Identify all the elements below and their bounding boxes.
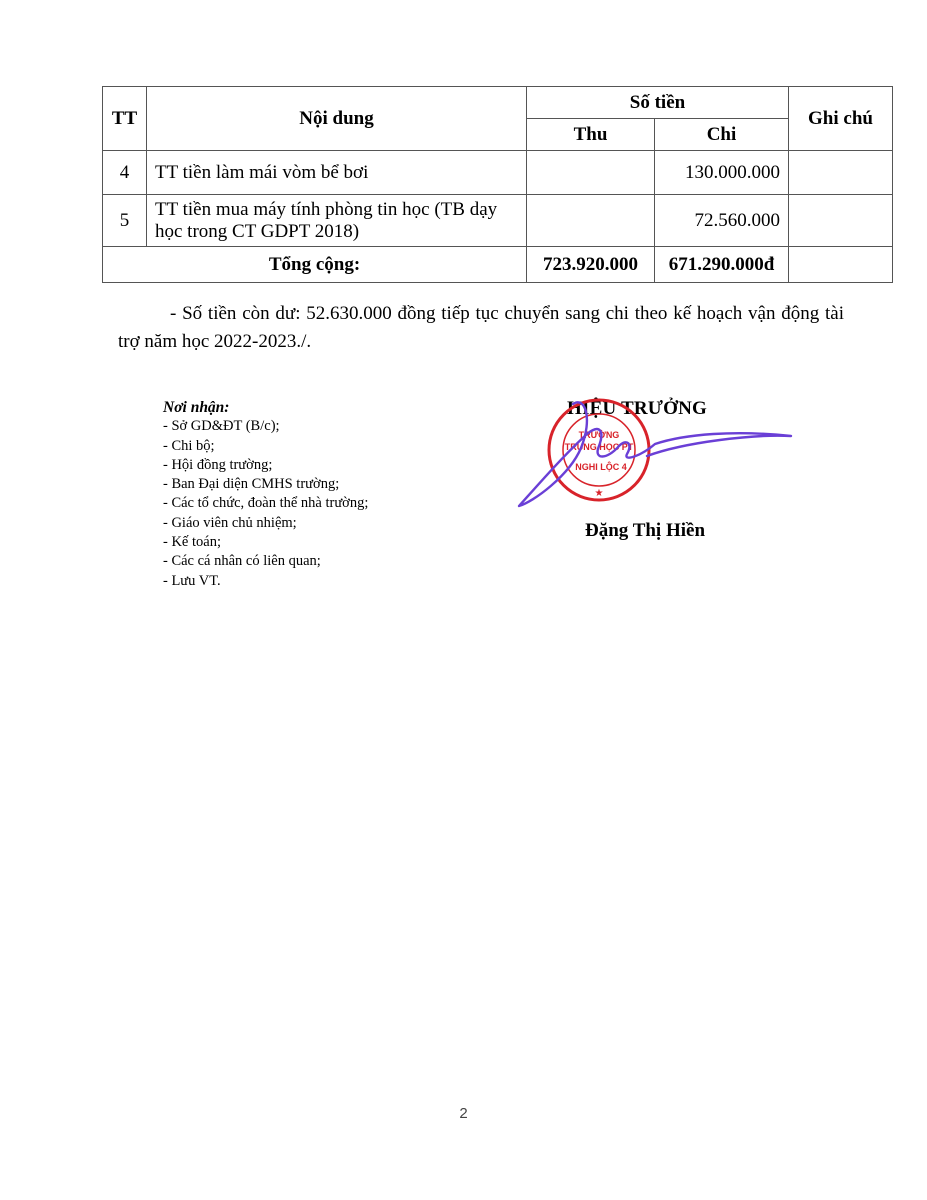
list-item: - Kế toán; bbox=[163, 534, 221, 551]
list-item: - Các tổ chức, đoàn thể nhà trường; bbox=[163, 495, 369, 512]
total-income: 723.920.000 bbox=[527, 247, 655, 283]
list-item: - Lưu VT. bbox=[163, 572, 221, 589]
signer-name: Đặng Thị Hiền bbox=[585, 520, 706, 541]
row-tt: 5 bbox=[103, 195, 147, 247]
table-row bbox=[103, 195, 893, 247]
signer-title: HIỆU TRƯỞNG bbox=[567, 398, 707, 419]
star-icon: ★ bbox=[594, 488, 604, 499]
total-label: Tổng cộng: bbox=[103, 247, 527, 283]
row-note bbox=[789, 151, 893, 195]
total-note bbox=[789, 247, 893, 283]
recipients-block bbox=[163, 398, 368, 591]
row-content: TT tiền làm mái vòm bể bơi bbox=[147, 151, 527, 195]
list-item: - Chi bộ; bbox=[163, 437, 215, 454]
header-income: Thu bbox=[527, 119, 655, 151]
row-note bbox=[789, 195, 893, 247]
balance-note-text: - Số tiền còn dư: 52.630.000 đồng tiếp tục chuyển sang chi theo kế hoạch vận động tài trợ năm học 2022-2023./. bbox=[118, 303, 844, 352]
list-item: - Các cá nhân có liên quan; bbox=[163, 553, 321, 570]
page-number: 2 bbox=[459, 1105, 468, 1122]
list-item: - Ban Đại diện CMHS trường; bbox=[163, 476, 340, 493]
list-item: - Sở GD&ĐT (B/c); bbox=[163, 418, 280, 435]
stamp-line: TRƯỜNG bbox=[578, 430, 620, 440]
total-row bbox=[103, 247, 893, 283]
recipients-title: Nơi nhận: bbox=[163, 399, 230, 416]
stamp-line: NGHI LỘC 4 bbox=[575, 462, 627, 472]
official-stamp bbox=[515, 390, 805, 515]
recipients-list bbox=[163, 417, 368, 591]
row-income bbox=[527, 151, 655, 195]
row-income bbox=[527, 195, 655, 247]
table-row bbox=[103, 151, 893, 195]
row-content: TT tiền mua máy tính phòng tin học (TB dạy học trong CT GDPT 2018) bbox=[147, 195, 527, 247]
signature-block bbox=[515, 390, 805, 550]
list-item: - Giáo viên chủ nhiệm; bbox=[163, 514, 297, 531]
header-amount: Số tiền bbox=[527, 87, 789, 119]
header-expense: Chi bbox=[655, 119, 789, 151]
header-tt: TT bbox=[103, 87, 147, 151]
list-item: - Hội đồng trường; bbox=[163, 456, 273, 473]
row-expense: 130.000.000 bbox=[655, 151, 789, 195]
row-expense: 72.560.000 bbox=[655, 195, 789, 247]
row-tt: 4 bbox=[103, 151, 147, 195]
header-content: Nội dung bbox=[147, 87, 527, 151]
budget-table bbox=[102, 86, 893, 283]
balance-note bbox=[118, 300, 844, 356]
stamp-line: TRUNG HỌC PT bbox=[564, 442, 634, 452]
total-expense: 671.290.000đ bbox=[655, 247, 789, 283]
header-note: Ghi chú bbox=[789, 87, 893, 151]
stamp-seal bbox=[549, 400, 649, 500]
